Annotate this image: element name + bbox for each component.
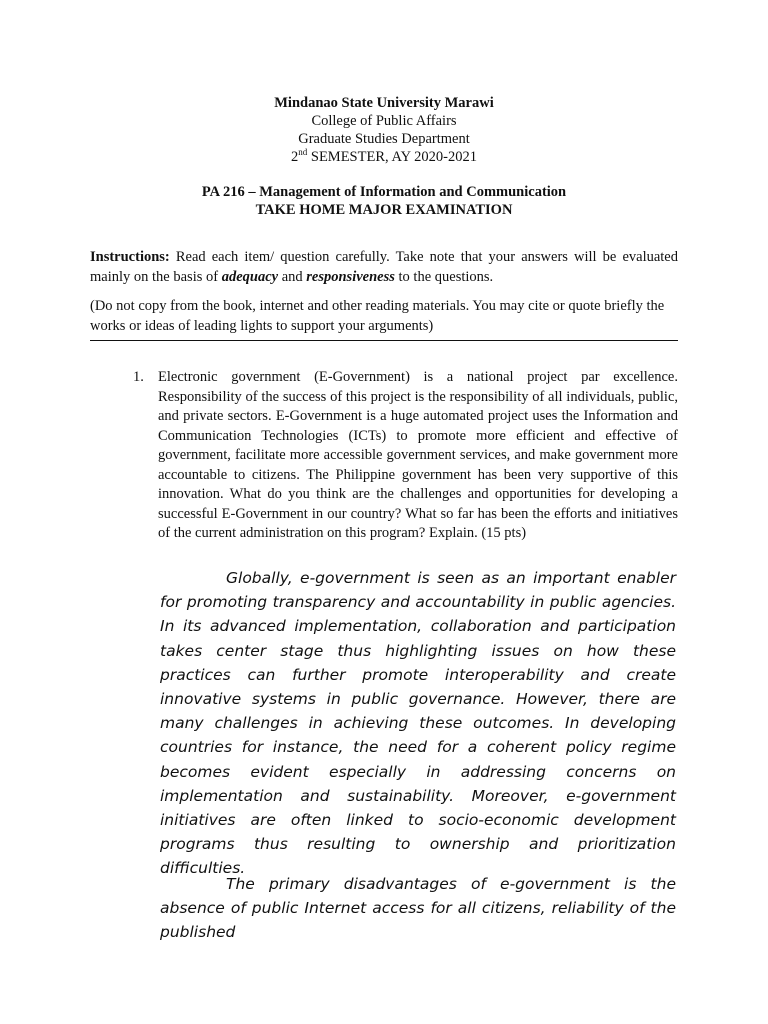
instructions-emphasis-adequacy: adequacy <box>221 268 279 285</box>
semester-number: 2 <box>291 149 299 165</box>
instructions-note: (Do not copy from the book, internet and other reading materials. You may cite or quote briefly the works or ideas of leading lights to support your arguments) <box>90 297 678 341</box>
question-text: Electronic government (E-Government) is a national project par excellence. Responsibility of the success of this project is the responsibility of all individuals, public, and private sectors. E-Government is a huge automated project uses the Information and Communication Technologies (ICTs) to promote more efficient and effective of government, facilitate more accessible government services, and make government more accountable to citizens. The Philippine government has been very supportive of this innovation. What do you think are the challenges and opportunities for developing a successful E-Government in our country? What so far has been the efforts and initiatives of the current administration on this program? Explain. (15 pts) <box>158 369 678 541</box>
course-block <box>0 183 768 219</box>
course-title: PA 216 – Management of Information and Communication <box>201 184 567 200</box>
answer-paragraph-2 <box>160 872 676 945</box>
university-name: Mindanao State University Marawi <box>274 95 494 111</box>
exam-title: TAKE HOME MAJOR EXAMINATION <box>255 202 513 218</box>
semester-line <box>0 148 768 166</box>
document-header <box>0 94 768 166</box>
answer-paragraph-1 <box>160 566 676 881</box>
college-name: College of Public Affairs <box>311 113 457 129</box>
instructions-text-3: to the questions. <box>394 268 494 285</box>
question-number: 1. <box>133 369 144 385</box>
instructions-emphasis-responsiveness: responsiveness <box>306 268 395 285</box>
instructions <box>90 248 678 287</box>
instructions-text-1: Read each item/ question carefully. Take note that your answers will be evaluated mainly on the basis of <box>90 249 678 285</box>
instructions-text-2: and <box>278 268 307 285</box>
department-name: Graduate Studies Department <box>298 131 470 147</box>
semester-suffix: nd <box>298 147 308 158</box>
instructions-label: Instructions: <box>90 249 170 265</box>
answer-paragraph-1-text: Globally, e-government is seen as an important enabler for promoting transparency and accountability in public agencies. In its advanced implementation, collaboration and participation takes center stage thus highlighting issues on how these practices can further promote interoperability and create innovative systems in public governance. However, there are many challenges in achieving these outcomes. In developing countries for instance, the need for a coherent policy regime becomes evident especially in addressing concerns on implementation and sustainability. Moreover, e-government initiatives are often linked to socio-economic development programs thus resulting to ownership and prioritization difficulties. <box>160 569 676 878</box>
answer-paragraph-2-text: The primary disadvantages of e-government is the absence of public Internet access for all citizens, reliability of the published <box>160 875 676 942</box>
semester-text: SEMESTER, AY 2020-2021 <box>307 149 477 165</box>
